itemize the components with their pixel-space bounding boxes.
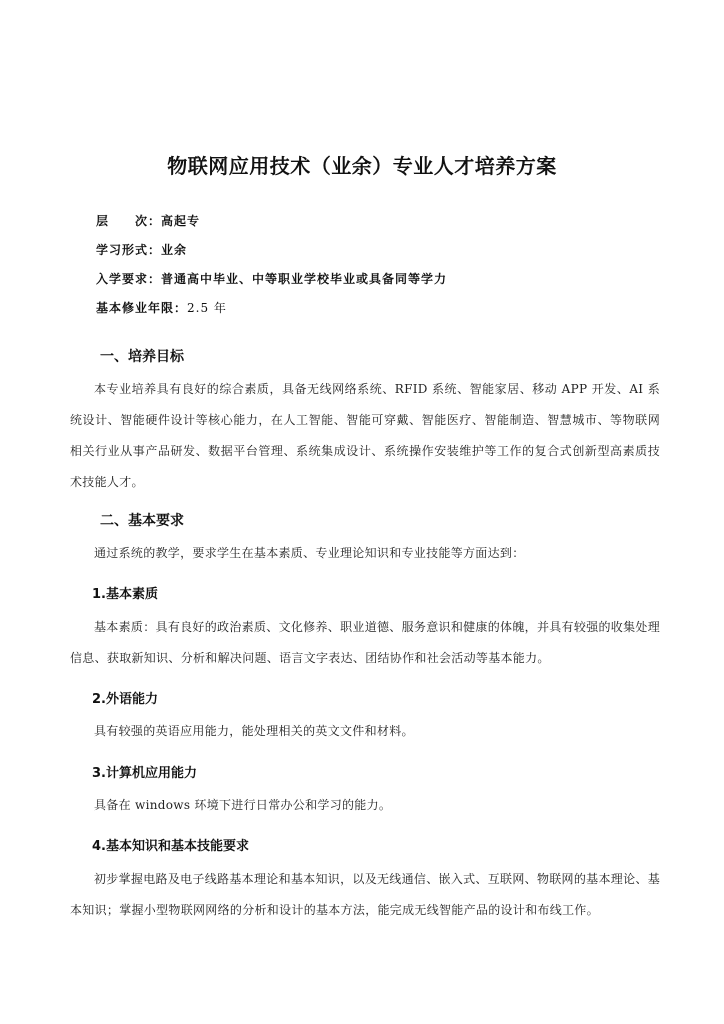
- meta-admission: [96, 270, 447, 287]
- meta-duration-label: 基本修业年限：: [96, 301, 188, 315]
- objectives-paragraph: 本专业培养具有良好的综合素质，具备无线网络系统、RFID 系统、智能家居、移动 APP 开发、AI 系统设计、智能硬件设计等核心能力，在人工智能、智能可穿戴、智能医疗、智能制造、智慧城市、等物联网相关行业从事产品研发、数据平台管理、系统集成设计、系统操作安装维护等工作的复合式创新型高素质技术技能人才。: [70, 382, 660, 489]
- meta-study-form-label: 学习形式：: [96, 243, 162, 257]
- requirements-intro: 通过系统的教学，要求学生在基本素质、专业理论知识和专业技能等方面达到：: [94, 546, 525, 560]
- section-heading-requirements: 二、基本要求: [100, 513, 184, 529]
- foreign-language-paragraph: 具有较强的英语应用能力，能处理相关的英文文件和材料。: [94, 724, 414, 738]
- subheading-computer-skills: 3.计算机应用能力: [92, 766, 197, 781]
- subheading-foreign-language: 2.外语能力: [92, 692, 158, 707]
- knowledge-skills-paragraph: 初步掌握电路及电子线路基本理论和基本知识，以及无线通信、嵌入式、互联网、物联网的基本理论、基本知识；掌握小型物联网网络的分析和设计的基本方法，能完成无线智能产品的设计和布线工作。: [70, 872, 660, 917]
- meta-level: [96, 212, 200, 229]
- meta-study-form: [96, 241, 187, 258]
- meta-level-label: 层 次：: [96, 214, 162, 228]
- subheading-basic-quality: 1.基本素质: [92, 587, 158, 602]
- meta-duration-value: 2.5 年: [187, 301, 227, 315]
- meta-admission-value: 普通高中毕业、中等职业学校毕业或具备同等学力: [161, 272, 448, 286]
- section-heading-objectives: 一、培养目标: [100, 349, 184, 365]
- meta-study-form-value: 业余: [161, 243, 188, 257]
- basic-quality-paragraph: 基本素质：具有良好的政治素质、文化修养、职业道德、服务意识和健康的体魄，并具有较强的收集处理信息、获取新知识、分析和解决问题、语言文字表达、团结协作和社会活动等基本能力。: [70, 620, 660, 665]
- subheading-knowledge-skills: 4.基本知识和基本技能要求: [92, 839, 249, 854]
- computer-skills-paragraph: 具备在 windows 环境下进行日常办公和学习的能力。: [94, 798, 392, 812]
- meta-duration: [96, 299, 227, 316]
- page-title: 物联网应用技术（业余）专业人才培养方案: [167, 154, 557, 178]
- meta-admission-label: 入学要求：: [96, 272, 162, 286]
- meta-level-value: 高起专: [161, 214, 201, 228]
